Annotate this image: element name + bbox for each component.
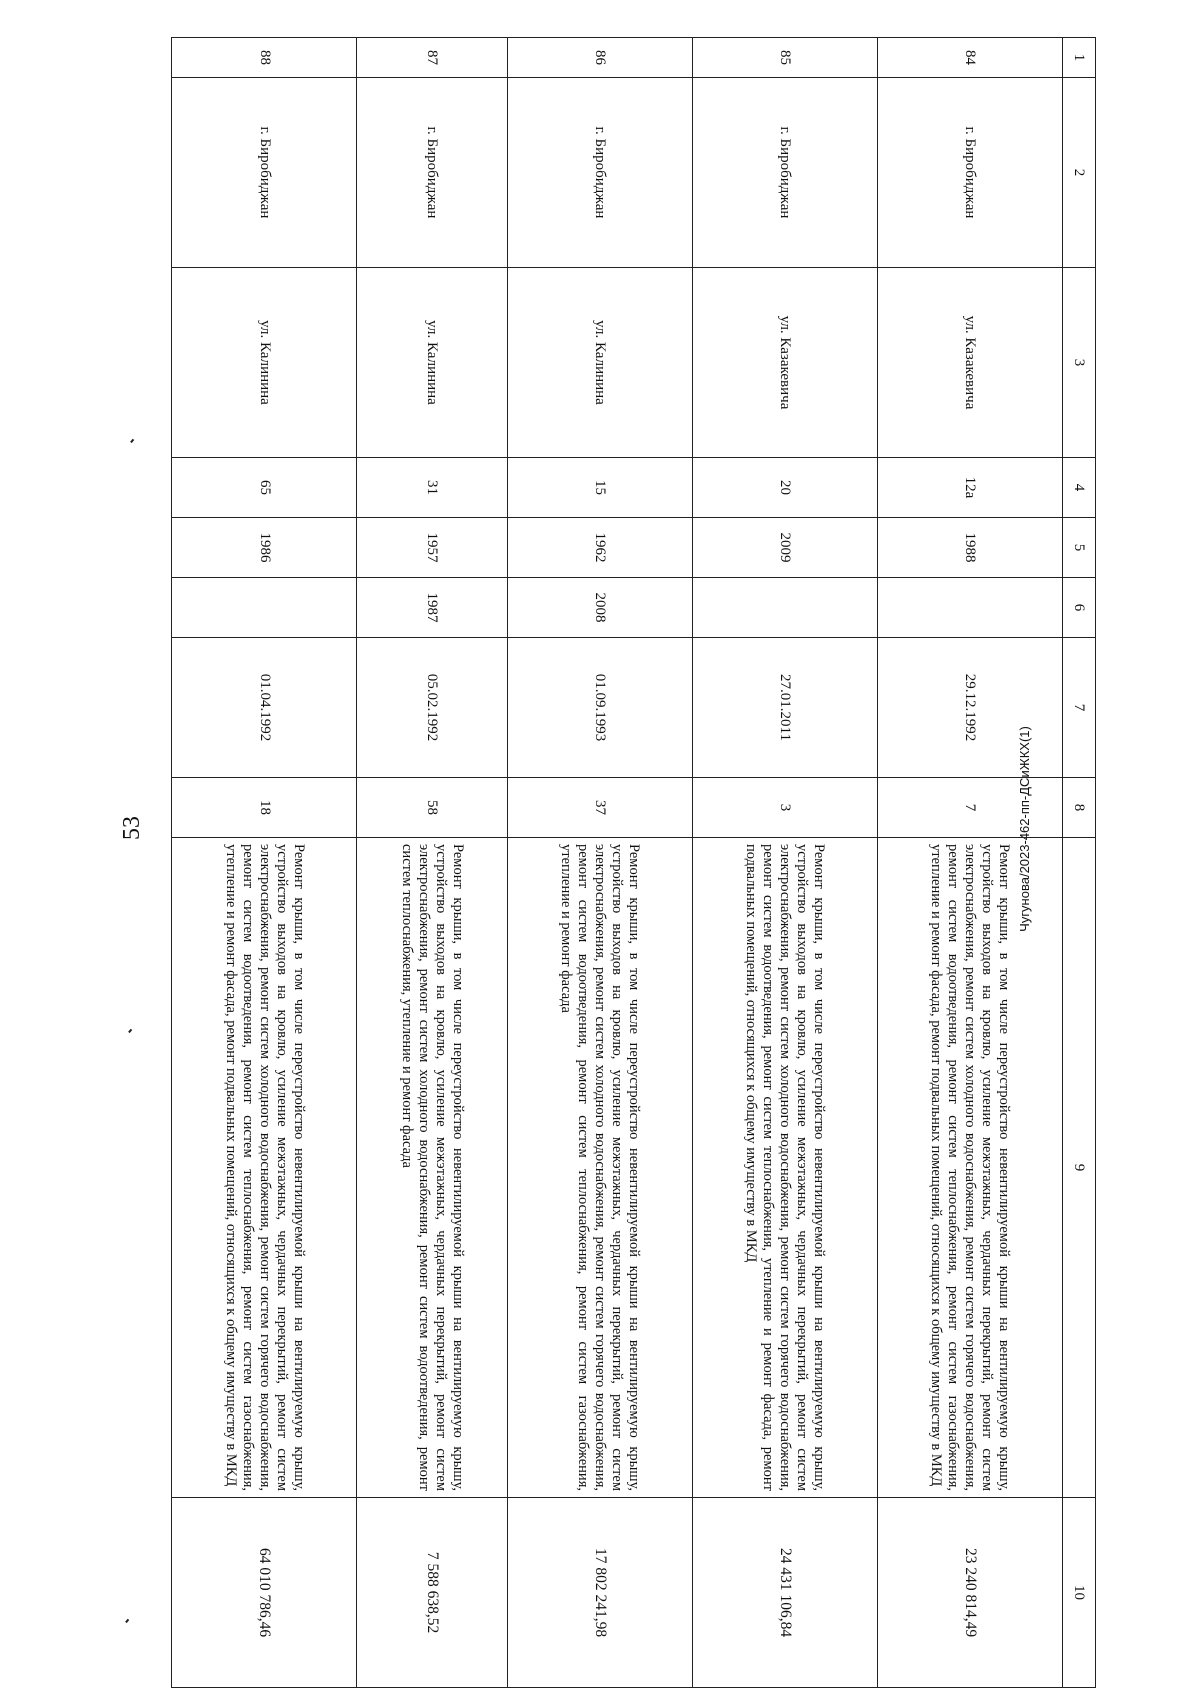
city-cell: г. Биробиджан [357,78,508,268]
works-description-cell: Ремонт крыши, в том числе переустройство невентилируемой крыши на вентилируемую крышу, устройство выходов на кровлю, усиление межэтажных, чердачных перекрытий, ремонт систем электроснабжения, ремонт систем холодного водоснабжения, ремонт систем горячего водоснабжения, ремонт систем водоотведения, ремонт систем теплоснабжения, ремонт систем газоснабжения, утепление и ремонт фасада [507,838,692,1498]
house-cell: 20 [692,458,877,518]
row-number: 88 [172,38,357,78]
scan-mark [128,1029,132,1033]
year-cell: 1962 [507,518,692,578]
col8-cell: 3 [692,778,877,838]
col6-cell [877,578,1062,638]
city-cell: г. Биробиджан [172,78,357,268]
houses-table [171,37,1096,1688]
col8-cell: 7 [877,778,1062,838]
year-cell: 1986 [172,518,357,578]
works-description-cell: Ремонт крыши, в том числе переустройство невентилируемой крыши на вентилируемую крышу, устройство выходов на кровлю, усиление межэтажных, чердачных перекрытий, ремонт систем электроснабжения, ремонт систем холодного водоснабжения, ремонт систем водоотведения, ремонт систем теплоснабжения, утепление и ремонт фасада [357,838,508,1498]
works-description-cell: Ремонт крыши, в том числе переустройство невентилируемой крыши на вентилируемую крышу, устройство выходов на кровлю, усиление межэтажных, чердачных перекрытий, ремонт систем электроснабжения, ремонт систем холодного водоснабжения, ремонт систем горячего водоснабжения, ремонт систем водоотведения, ремонт систем теплоснабжения, утепление и ремонт фасада, ремонт подвальных помещений, относящихся к общему имуществу в МКД [692,838,877,1498]
col6-cell [692,578,877,638]
header-cell: 6 [1063,578,1096,638]
street-cell: ул. Калинина [507,268,692,458]
page-number: 53 [119,816,145,840]
header-row [1063,38,1096,1688]
year-cell: 2009 [692,518,877,578]
works-description-cell: Ремонт крыши, в том числе переустройство невентилируемой крыши на вентилируемую крышу, устройство выходов на кровлю, усиление межэтажных, чердачных перекрытий, ремонт систем электроснабжения, ремонт систем холодного водоснабжения, ремонт систем горячего водоснабжения, ремонт систем водоотведения, ремонт систем теплоснабжения, ремонт систем газоснабжения, утепление и ремонт фасада, ремонт подвальных помещений, относящихся к общему имуществу в МКД [172,838,357,1498]
date-cell: 01.09.1993 [507,638,692,778]
year-cell: 1957 [357,518,508,578]
header-cell: 7 [1063,638,1096,778]
table-row [877,38,1062,1688]
scan-mark [125,1619,129,1623]
street-cell: ул. Казакевича [692,268,877,458]
amount-cell: 64 010 786,46 [172,1498,357,1688]
amount-cell: 23 240 814,49 [877,1498,1062,1688]
row-number: 84 [877,38,1062,78]
amount-cell: 7 588 638,52 [357,1498,508,1688]
year-cell: 1988 [877,518,1062,578]
header-cell: 5 [1063,518,1096,578]
col8-cell: 18 [172,778,357,838]
date-cell: 05.02.1992 [357,638,508,778]
header-cell: 1 [1063,38,1096,78]
document-footer: Чугунова/2023-462-пп-ДСиЖКХ(1) [1017,726,1032,932]
street-cell: ул. Калинина [172,268,357,458]
header-cell: 4 [1063,458,1096,518]
header-cell: 10 [1063,1498,1096,1688]
date-cell: 01.04.1992 [172,638,357,778]
amount-cell: 24 431 106,84 [692,1498,877,1688]
col8-cell: 37 [507,778,692,838]
street-cell: ул. Казакевича [877,268,1062,458]
row-number: 87 [357,38,508,78]
header-cell: 3 [1063,268,1096,458]
col6-cell: 2008 [507,578,692,638]
house-cell: 31 [357,458,508,518]
city-cell: г. Биробиджан [507,78,692,268]
table-row [507,38,692,1688]
house-cell: 12а [877,458,1062,518]
city-cell: г. Биробиджан [877,78,1062,268]
works-description-cell: Ремонт крыши, в том числе переустройство невентилируемой крыши на вентилируемую крышу, устройство выходов на кровлю, усиление межэтажных, чердачных перекрытий, ремонт систем электроснабжения, ремонт систем холодного водоснабжения, ремонт систем горячего водоснабжения, ремонт систем водоотведения, ремонт систем теплоснабжения, ремонт систем газоснабжения, утепление и ремонт фасада, ремонт подвальных помещений, относящихся к общему имуществу в МКД [877,838,1062,1498]
header-cell: 2 [1063,78,1096,268]
col6-cell [172,578,357,638]
houses-table-container [171,37,1096,1687]
table-row [692,38,877,1688]
col8-cell: 58 [357,778,508,838]
row-number: 86 [507,38,692,78]
house-cell: 15 [507,458,692,518]
header-cell: 9 [1063,838,1096,1498]
house-cell: 65 [172,458,357,518]
city-cell: г. Биробиджан [692,78,877,268]
row-number: 85 [692,38,877,78]
header-cell: 8 [1063,778,1096,838]
table-row [172,38,357,1688]
col6-cell: 1987 [357,578,508,638]
date-cell: 27.01.2011 [692,638,877,778]
table-row [357,38,508,1688]
date-cell: 29.12.1992 [877,638,1062,778]
street-cell: ул. Калинина [357,268,508,458]
amount-cell: 17 802 241,98 [507,1498,692,1688]
scan-mark [130,439,134,443]
